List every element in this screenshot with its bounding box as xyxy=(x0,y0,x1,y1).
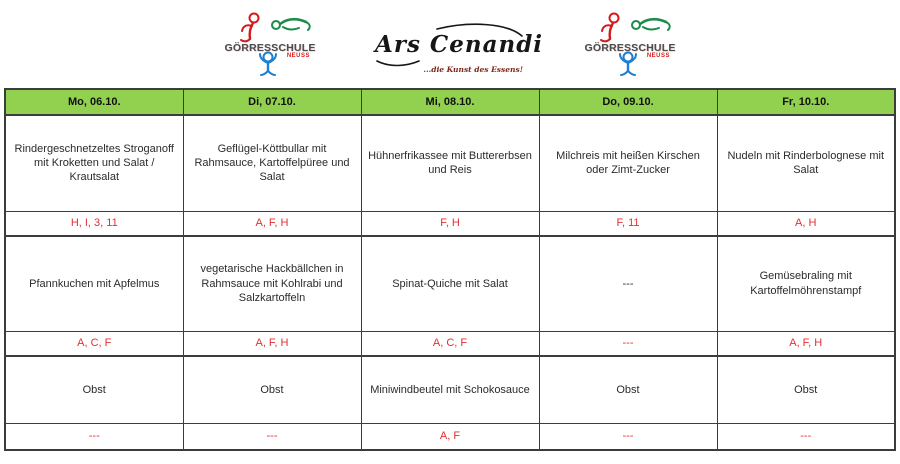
main-course-cell: Nudeln mit Rinderbolognese mit Salat xyxy=(717,115,895,211)
second-course-cell: --- xyxy=(539,236,717,331)
allergen-cell: --- xyxy=(5,423,183,450)
caterer-logo xyxy=(375,23,544,75)
second-course-cell: Pfannkuchen mit Apfelmus xyxy=(5,236,183,331)
allergen-cell: A, F xyxy=(361,423,539,450)
day-header: Fr, 10.10. xyxy=(717,89,895,115)
dessert-cell: Obst xyxy=(183,356,361,423)
allergen-cell: F, H xyxy=(361,211,539,236)
logo-spacer-left xyxy=(0,0,180,88)
second-course-row xyxy=(5,236,895,331)
allergen-cell: H, I, 3, 11 xyxy=(5,211,183,236)
allergen-cell: F, 11 xyxy=(539,211,717,236)
day-header: Mo, 06.10. xyxy=(5,89,183,115)
allergen-cell: A, C, F xyxy=(361,331,539,356)
dessert-row xyxy=(5,356,895,423)
school-logo-city: NEUSS xyxy=(646,53,670,59)
school-logo-name: GÖRRESSCHULE xyxy=(224,42,316,54)
allergen-cell: --- xyxy=(717,423,895,450)
caterer-logo-name: Ars Cenandi xyxy=(375,31,544,58)
main-course-cell: Rindergeschnetzeltes Stroganoff mit Kroketten und Salat / Krautsalat xyxy=(5,115,183,211)
school-logo-city: NEUSS xyxy=(286,53,310,59)
allergen-cell: A, F, H xyxy=(717,331,895,356)
day-header-row xyxy=(5,89,895,115)
day-header: Di, 07.10. xyxy=(183,89,361,115)
allergen-cell: A, F, H xyxy=(183,211,361,236)
allergen-cell: --- xyxy=(539,331,717,356)
allergen-cell: A, C, F xyxy=(5,331,183,356)
main-course-row xyxy=(5,115,895,211)
second-course-cell: Gemüsebraling mit Kartoffelmöhrenstampf xyxy=(717,236,895,331)
school-logo xyxy=(220,9,320,79)
second-allergen-row xyxy=(5,331,895,356)
menu-table xyxy=(4,88,896,451)
main-course-cell: Milchreis mit heißen Kirschen oder Zimt-Zucker xyxy=(539,115,717,211)
main-allergen-row xyxy=(5,211,895,236)
day-header: Do, 09.10. xyxy=(539,89,717,115)
allergen-cell: A, H xyxy=(717,211,895,236)
allergen-cell: --- xyxy=(183,423,361,450)
logo-spacer-right xyxy=(720,0,900,88)
second-course-cell: Spinat-Quiche mit Salat xyxy=(361,236,539,331)
logo-strip xyxy=(0,0,900,88)
second-course-cell: vegetarische Hackbällchen in Rahmsauce mit Kohlrabi und Salzkartoffeln xyxy=(183,236,361,331)
caterer-logo-tagline: ...die Kunst des Essens! xyxy=(423,65,523,74)
day-header: Mi, 08.10. xyxy=(361,89,539,115)
allergen-cell: A, F, H xyxy=(183,331,361,356)
dessert-allergen-row xyxy=(5,423,895,450)
allergen-cell: --- xyxy=(539,423,717,450)
dessert-cell: Miniwindbeutel mit Schokosauce xyxy=(361,356,539,423)
dessert-cell: Obst xyxy=(539,356,717,423)
school-logo xyxy=(580,9,680,79)
main-course-cell: Hühnerfrikassee mit Buttererbsen und Reis xyxy=(361,115,539,211)
school-logo-name: GÖRRESSCHULE xyxy=(584,42,676,54)
dessert-cell: Obst xyxy=(717,356,895,423)
dessert-cell: Obst xyxy=(5,356,183,423)
main-course-cell: Geflügel-Köttbullar mit Rahmsauce, Kartoffelpüree und Salat xyxy=(183,115,361,211)
